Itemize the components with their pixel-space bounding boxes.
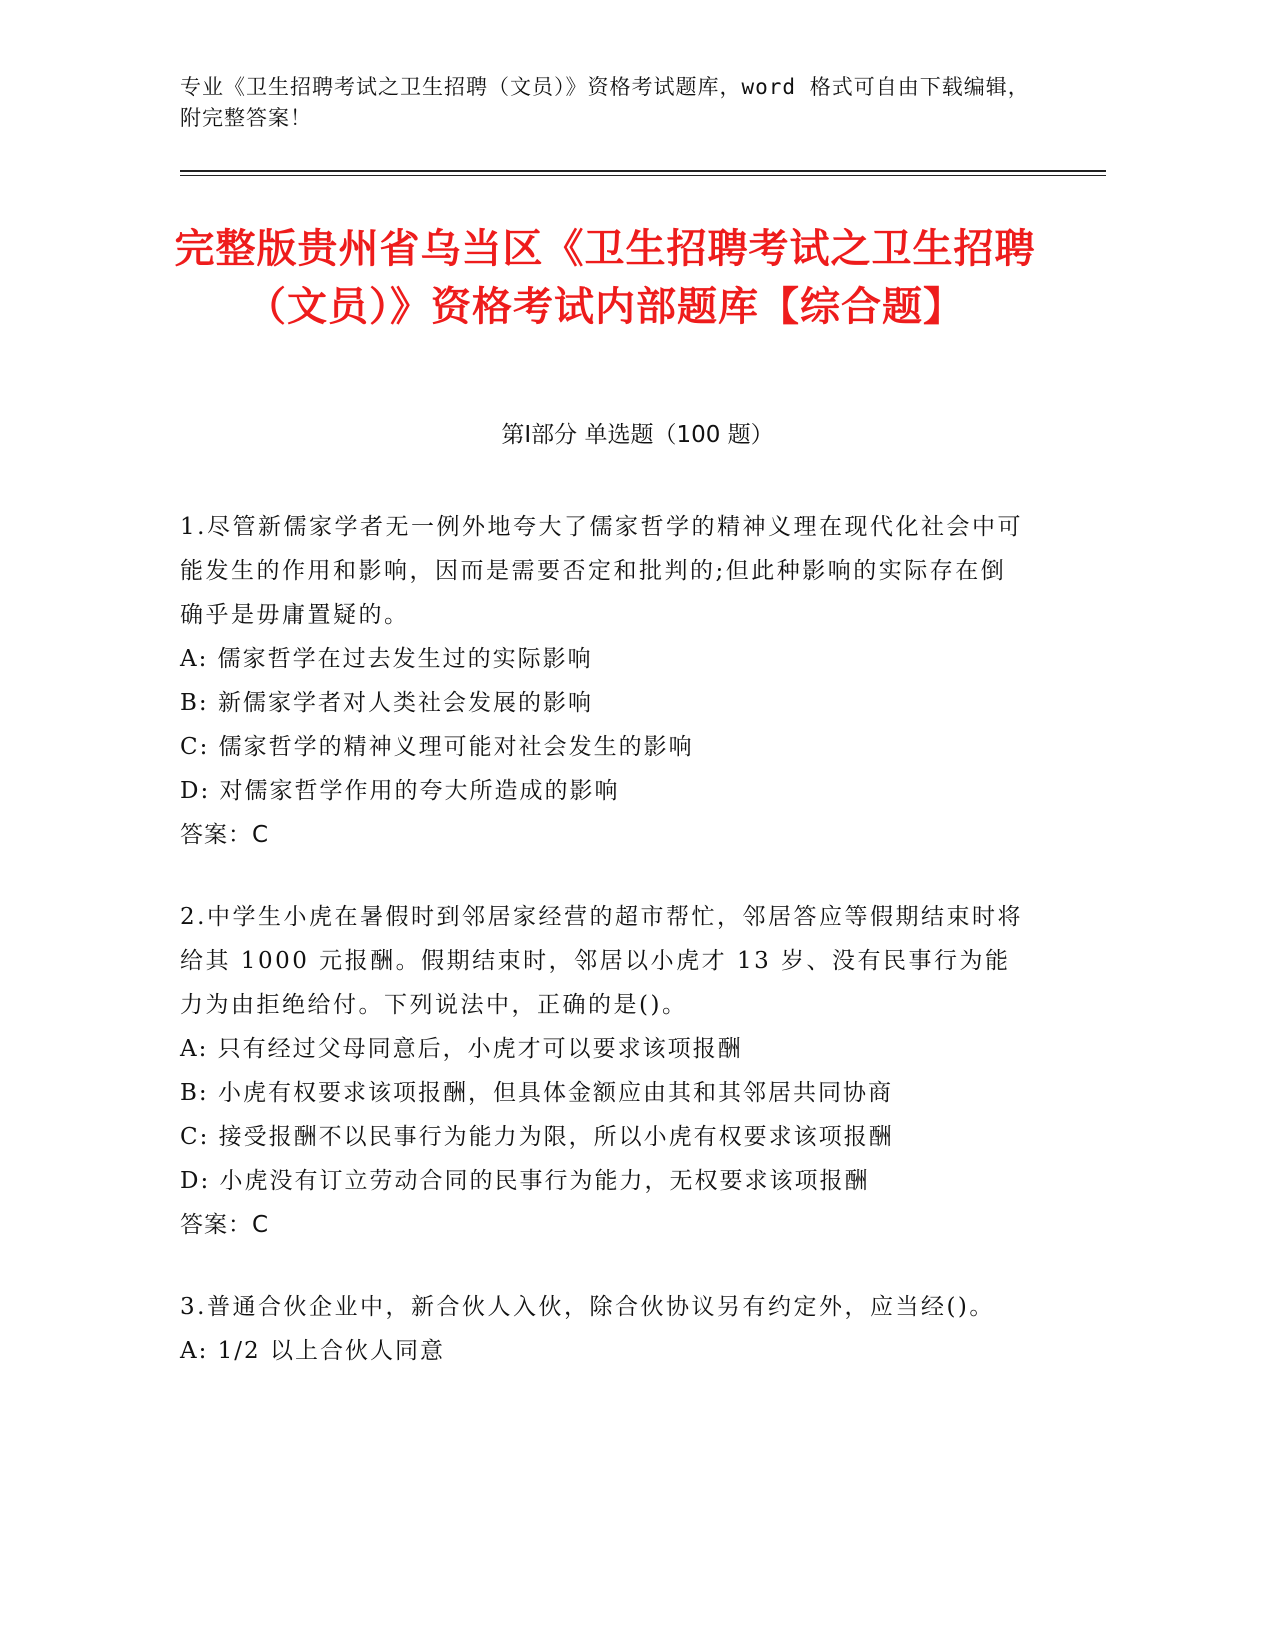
option-a: A: 只有经过父母同意后，小虎才可以要求该项报酬 (180, 1036, 743, 1062)
document-title: 完整版贵州省乌当区《卫生招聘考试之卫生招聘（文员）》资格考试内部题库【综合题】 (174, 226, 1036, 330)
answer-line: 答案：C (180, 822, 270, 848)
option-a: A: 1/2 以上合伙人同意 (180, 1338, 445, 1364)
option-a: A: 儒家哲学在过去发生过的实际影响 (180, 646, 593, 672)
section-heading: 第Ⅰ部分 单选题（100 题） (501, 422, 774, 448)
option-d: D: 小虎没有订立劳动合同的民事行为能力，无权要求该项报酬 (180, 1168, 870, 1194)
header-note: 专业《卫生招聘考试之卫生招聘（文员）》资格考试题库，word 格式可自由下载编辑，附完整答案！ (180, 75, 1030, 130)
answer-line: 答案：C (180, 1212, 270, 1238)
option-c: C: 儒家哲学的精神义理可能对社会发生的影响 (180, 734, 694, 760)
question-2 (180, 895, 1030, 1247)
option-d: D: 对儒家哲学作用的夸大所造成的影响 (180, 778, 620, 804)
question-list (180, 505, 1030, 1411)
question-stem: 2.中学生小虎在暑假时到邻居家经营的超市帮忙，邻居答应等假期结束时将给其 1000 元报酬。假期结束时，邻居以小虎才 13 岁、没有民事行为能力为由拒绝给付。下列说法中，正确的是()。 (180, 904, 1023, 1018)
question-3 (180, 1285, 1030, 1373)
option-b: B: 新儒家学者对人类社会发展的影响 (180, 690, 593, 716)
header-divider-thin (180, 175, 1106, 176)
option-b: B: 小虎有权要求该项报酬，但具体金额应由其和其邻居共同协商 (180, 1080, 893, 1106)
question-stem: 1.尽管新儒家学者无一例外地夸大了儒家哲学的精神义理在现代化社会中可能发生的作用和影响，因而是需要否定和批判的;但此种影响的实际存在倒确乎是毋庸置疑的。 (180, 514, 1023, 628)
option-c: C: 接受报酬不以民事行为能力为限，所以小虎有权要求该项报酬 (180, 1124, 894, 1150)
header-divider-thick (180, 170, 1106, 172)
question-stem: 3.普通合伙企业中，新合伙人入伙，除合伙协议另有约定外，应当经()。 (180, 1294, 995, 1320)
question-1 (180, 505, 1030, 857)
